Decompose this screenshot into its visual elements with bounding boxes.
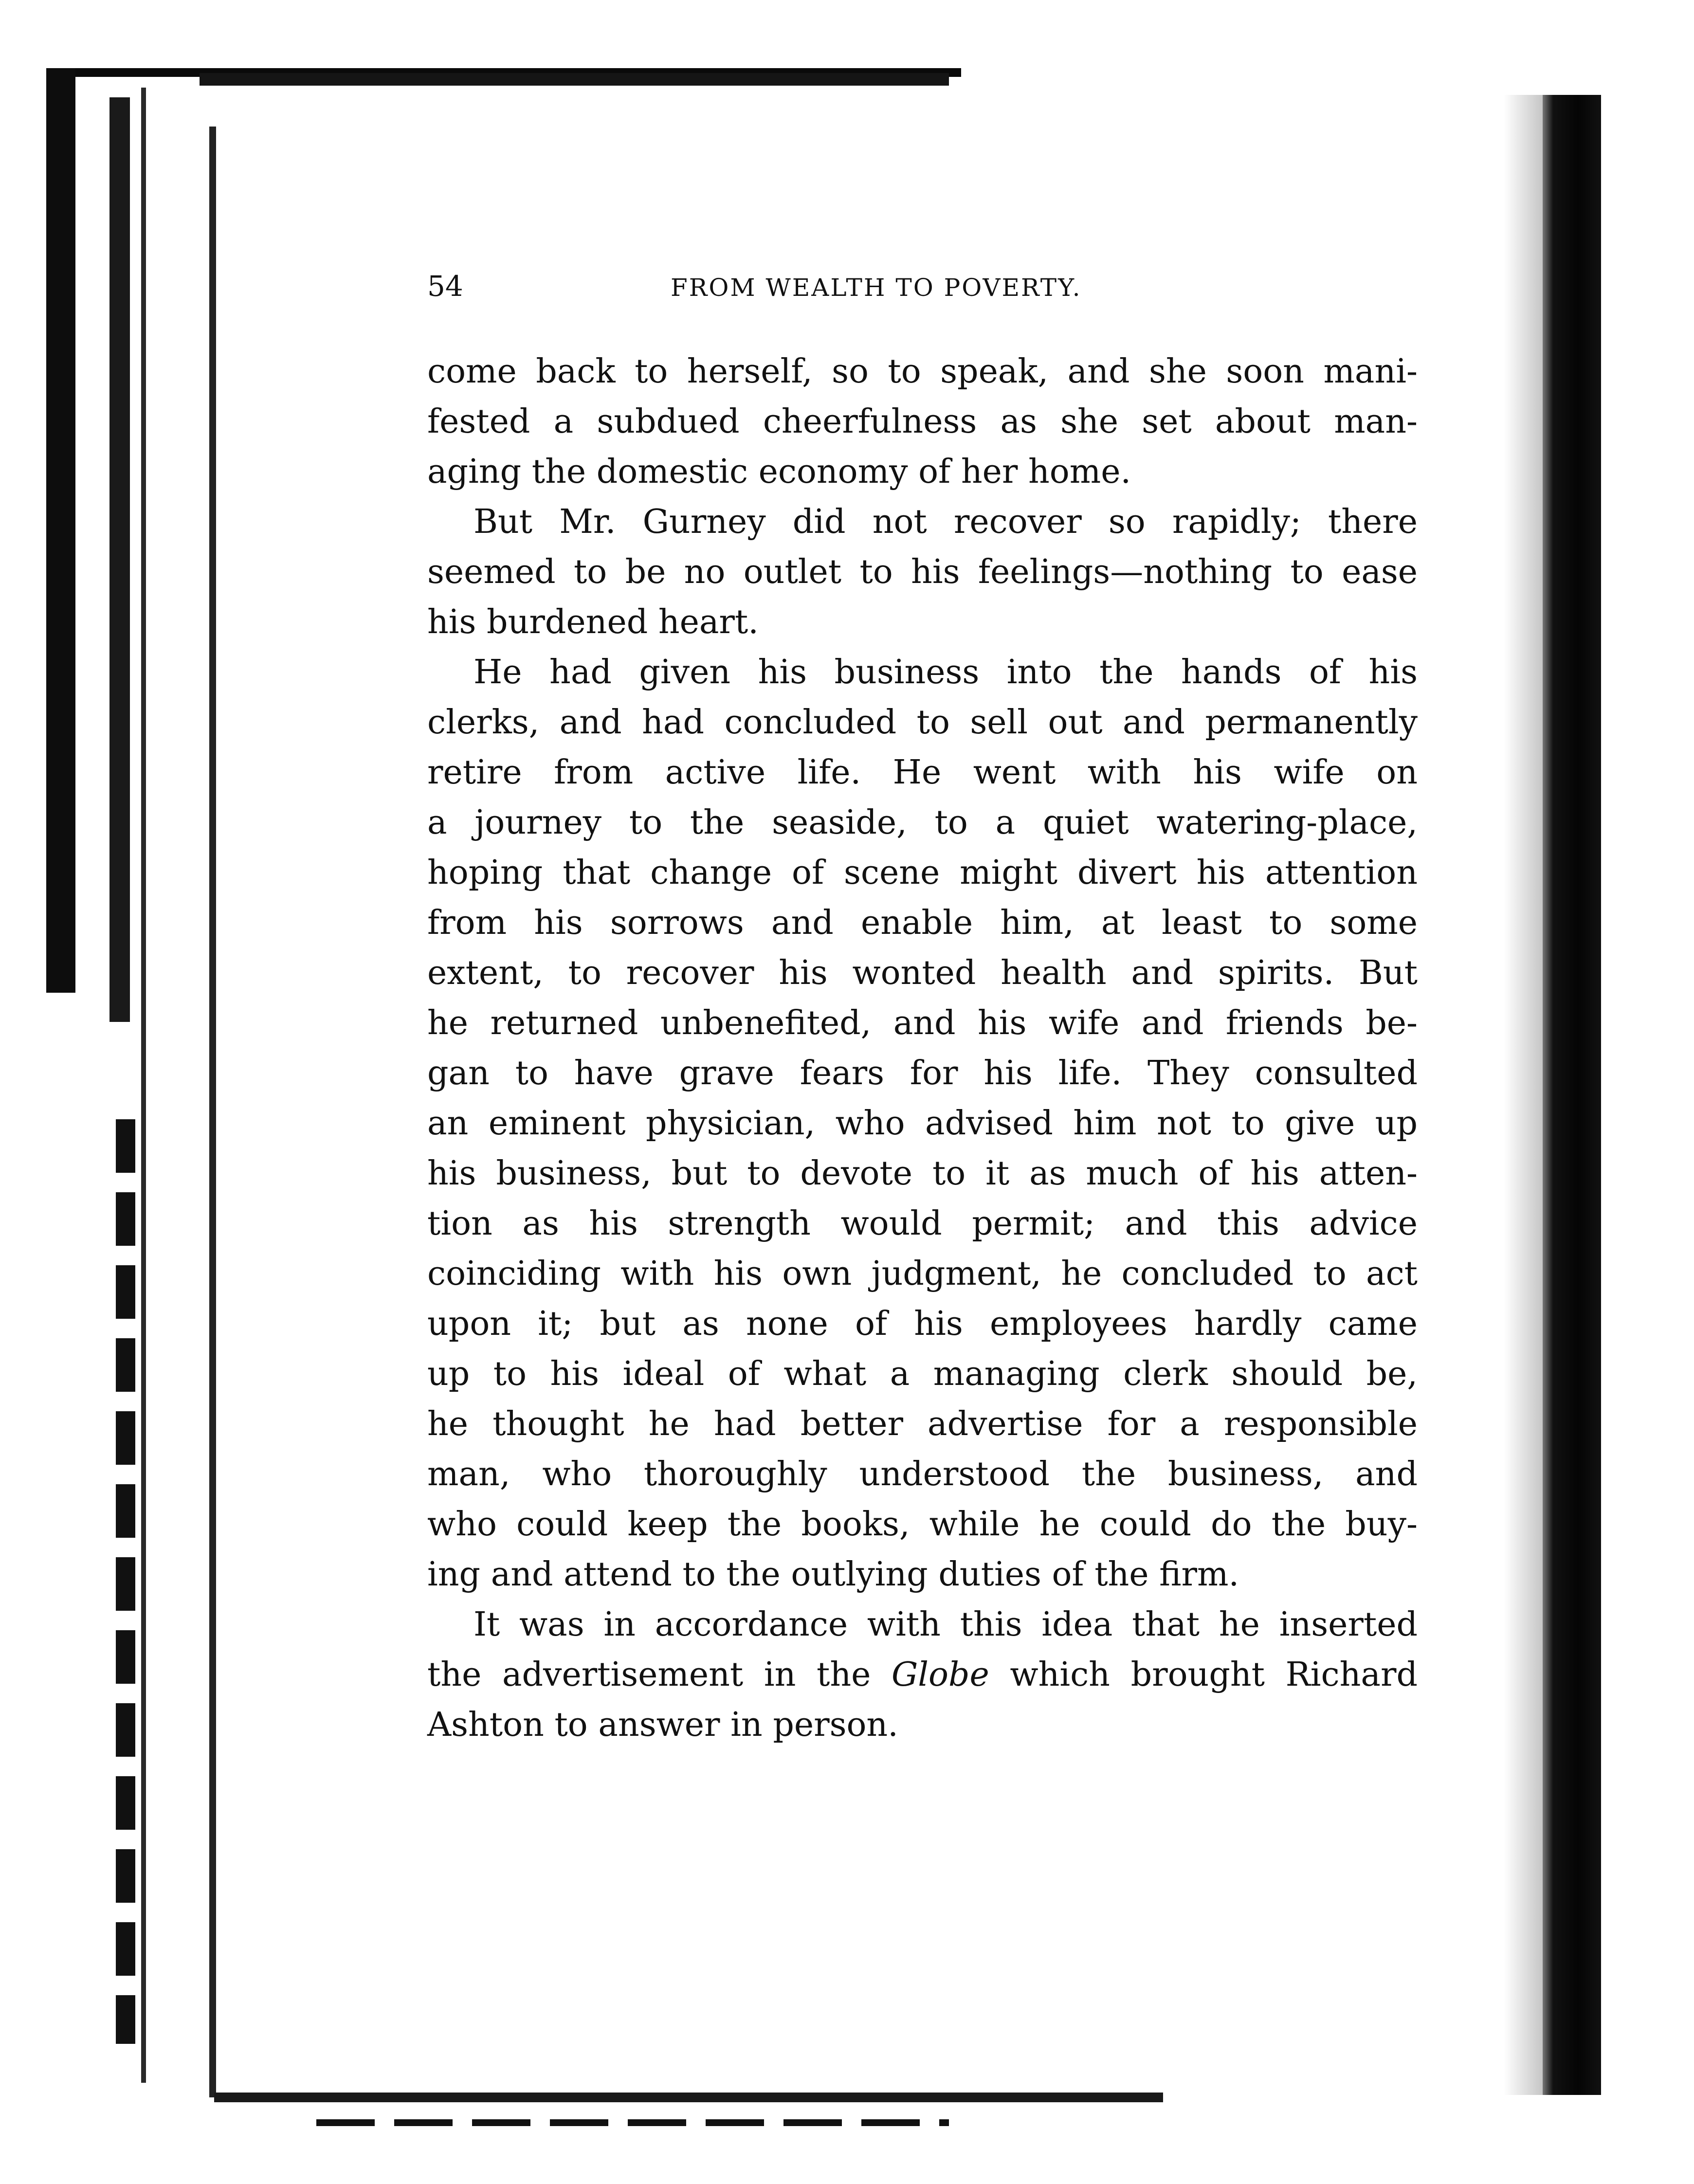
- text-line: gan to have grave fears for his life. They consulted: [427, 1054, 1418, 1092]
- scan-edge-bottom-dashes: [316, 2119, 949, 2126]
- text-line: a journey to the seaside, to a quiet watering-place,: [427, 803, 1418, 842]
- running-title: FROM WEALTH TO POVERTY.: [671, 273, 1082, 302]
- text-line: fested a subdued cheerfulness as she set about man-: [427, 402, 1418, 441]
- scan-edge-right-shadow: [1504, 95, 1543, 2095]
- text-line: He had given his business into the hands of his: [474, 653, 1418, 692]
- text-line: retire from active life. He went with his wife on: [427, 753, 1418, 792]
- scan-edge-left-strip: [109, 97, 130, 1022]
- text-line: tion as his strength would permit; and this advice: [427, 1204, 1418, 1243]
- text-line: ing and attend to the outlying duties of the firm.: [427, 1555, 1239, 1594]
- text-line: he thought he had better advertise for a responsible: [427, 1405, 1418, 1443]
- text-line: hoping that change of scene might divert his attention: [427, 854, 1418, 892]
- text-line: man, who thoroughly understood the business, and: [427, 1455, 1418, 1493]
- text-line: up to his ideal of what a managing clerk should be,: [427, 1355, 1418, 1393]
- text-line-with-italic: [427, 1650, 1418, 1700]
- text-line: But Mr. Gurney did not recover so rapidly; there: [474, 503, 1418, 541]
- text-line: aging the domestic economy of her home.: [427, 453, 1131, 491]
- text-line: his burdened heart.: [427, 603, 759, 641]
- scan-edge-right: [1543, 95, 1601, 2095]
- text-line: who could keep the books, while he could do the buy-: [427, 1505, 1418, 1544]
- text-segment: the advertisement in the: [427, 1656, 892, 1694]
- text-line: extent, to recover his wonted health and spirits. But: [427, 954, 1418, 992]
- text-line: come back to herself, so to speak, and she soon mani-: [427, 352, 1418, 391]
- text-line: an eminent physician, who advised him not to give up: [427, 1104, 1418, 1143]
- scan-edge-bottom: [214, 2093, 1163, 2102]
- scan-edge-top-inner: [200, 73, 949, 86]
- text-line: Ashton to answer in person.: [427, 1706, 898, 1744]
- newspaper-title: Globe: [891, 1656, 989, 1694]
- text-line: he returned unbenefited, and his wife and friends be-: [427, 1004, 1418, 1042]
- page-number: 54: [427, 270, 463, 303]
- text-line: clerks, and had concluded to sell out and permanently: [427, 703, 1418, 742]
- page-text: [427, 346, 1418, 1750]
- text-line: It was in accordance with this idea that he inserted: [474, 1605, 1418, 1644]
- text-line: from his sorrows and enable him, at least to some: [427, 904, 1418, 942]
- text-line: his business, but to devote to it as much of his atten-: [427, 1154, 1418, 1193]
- text-line: upon it; but as none of his employees hardly came: [427, 1305, 1418, 1343]
- scan-edge-left-dashes: [116, 1119, 135, 2044]
- text-line: seemed to be no outlet to his feelings—nothing to ease: [427, 553, 1418, 591]
- scan-edge-left: [46, 68, 75, 993]
- scan-edge-left-line: [141, 88, 146, 2083]
- text-line: coinciding with his own judgment, he concluded to act: [427, 1255, 1418, 1293]
- text-segment: which brought Richard: [989, 1656, 1418, 1694]
- scan-edge-left-inner: [209, 127, 216, 2097]
- running-head: [427, 267, 1177, 306]
